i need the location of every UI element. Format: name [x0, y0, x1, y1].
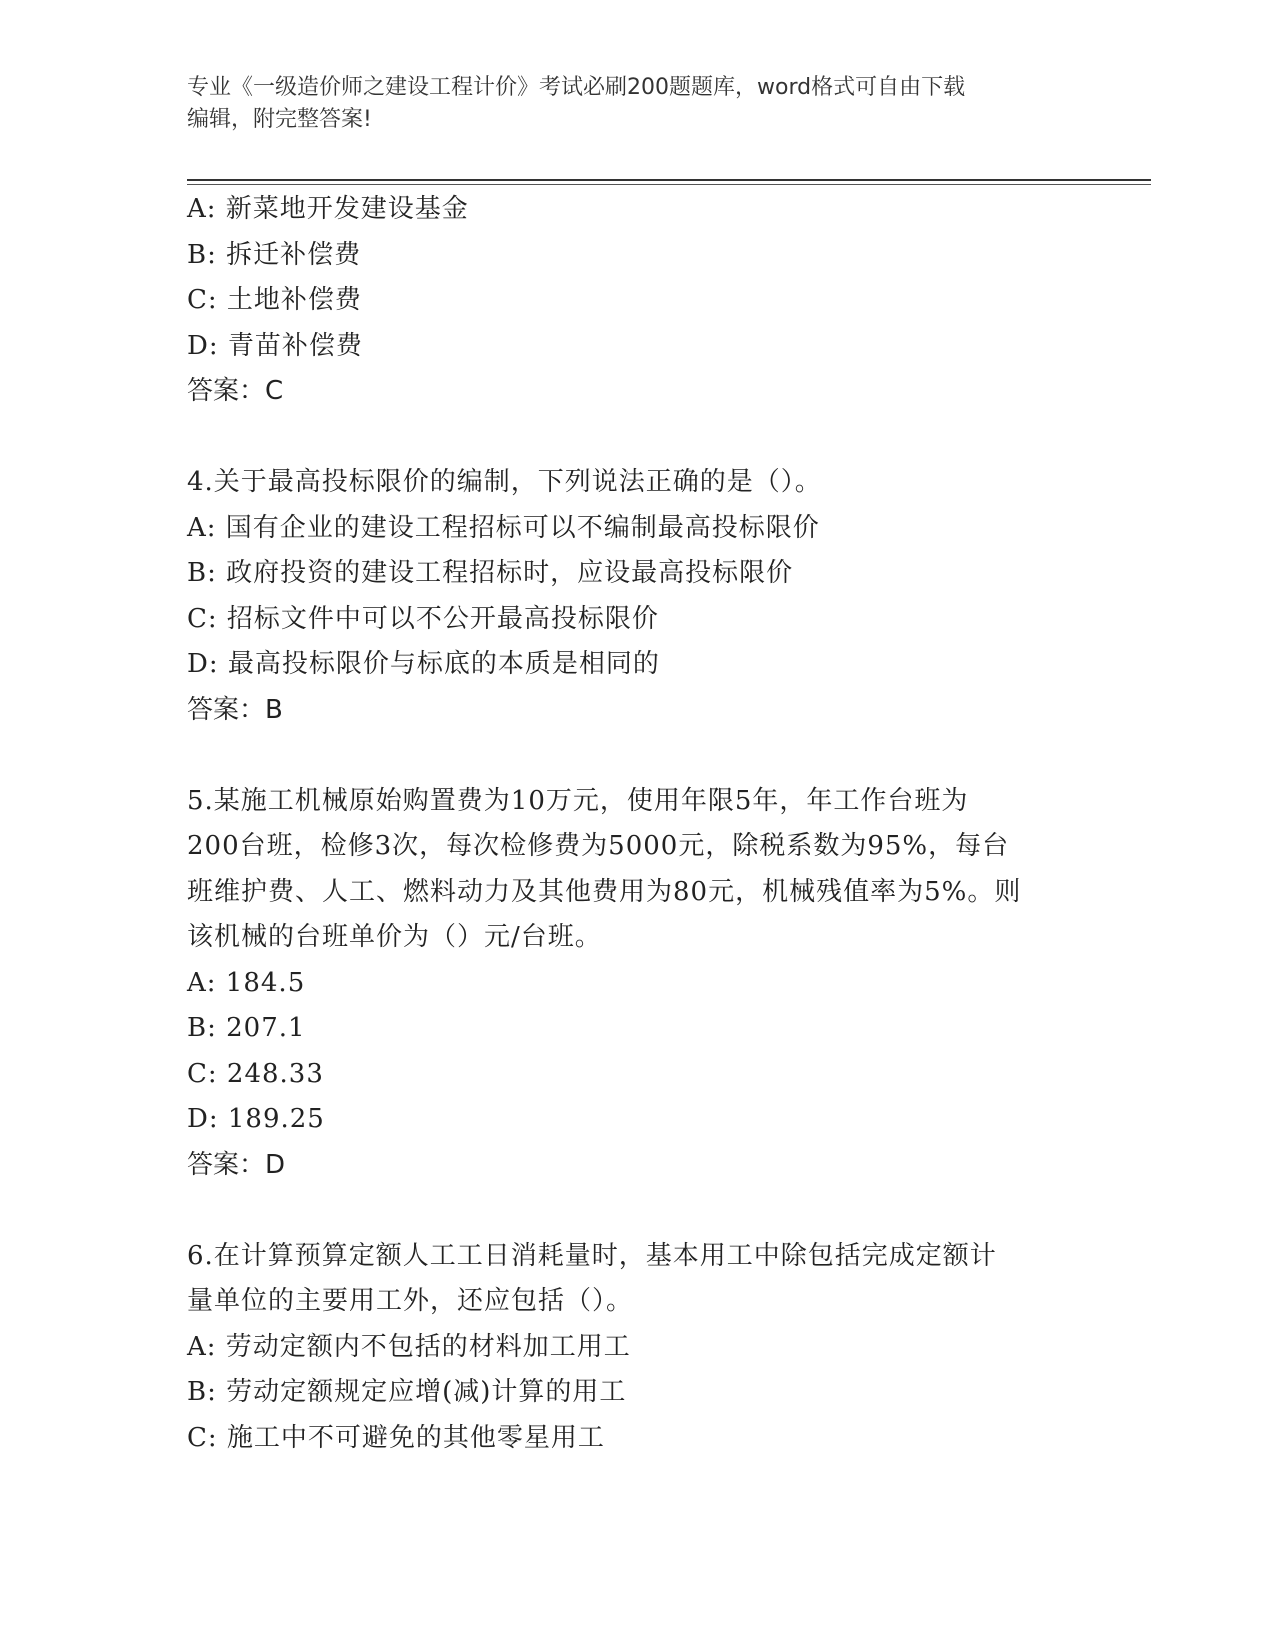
answer: 答案：B	[187, 694, 283, 725]
question-stem: 6.在计算预算定额人工工日消耗量时，基本用工中除包括完成定额计	[187, 1240, 997, 1271]
question-5	[187, 779, 1087, 1189]
header-rule-thick	[187, 179, 1151, 181]
option-a: A: 184.5	[187, 967, 306, 998]
option-d: D: 青苗补偿费	[187, 330, 363, 361]
option-b: B: 207.1	[187, 1013, 306, 1043]
option-d: D: 189.25	[187, 1104, 325, 1134]
option-a: A: 劳动定额内不包括的材料加工用工	[187, 1331, 631, 1362]
header-line-1: 专业《一级造价师之建设工程计价》考试必刷200题题库，word格式可自由下载	[187, 75, 966, 100]
option-d: D: 最高投标限价与标底的本质是相同的	[187, 649, 660, 679]
option-c: C: 土地补偿费	[187, 285, 362, 315]
header-rule-thin	[187, 184, 1151, 185]
option-c: C: 施工中不可避免的其他零星用工	[187, 1422, 605, 1453]
document-header	[187, 72, 1087, 136]
spacer	[187, 415, 1087, 461]
question-stem: 班维护费、人工、燃料动力及其他费用为80元，机械残值率为5%。则	[187, 876, 1022, 907]
question-6	[187, 1234, 1087, 1462]
answer: 答案：D	[187, 1149, 286, 1180]
option-c: C: 248.33	[187, 1058, 324, 1089]
question-stem: 4.关于最高投标限价的编制，下列说法正确的是（）。	[187, 467, 822, 497]
question-4	[187, 460, 1087, 733]
question-stem: 200台班，检修3次，每次检修费为5000元，除税系数为95%，每台	[187, 831, 1010, 861]
spacer	[187, 733, 1087, 779]
answer: 答案：C	[187, 376, 284, 406]
question-stem: 量单位的主要用工外，还应包括（）。	[187, 1286, 634, 1316]
option-b: B: 劳动定额规定应增(减)计算的用工	[187, 1377, 627, 1407]
header-line-2: 编辑，附完整答案!	[187, 107, 372, 132]
question-stem: 该机械的台班单价为（）元/台班。	[187, 922, 602, 952]
question-3	[187, 187, 1087, 415]
option-b: B: 政府投资的建设工程招标时，应设最高投标限价	[187, 558, 794, 588]
option-b: B: 拆迁补偿费	[187, 239, 362, 270]
spacer	[187, 1188, 1087, 1234]
option-c: C: 招标文件中可以不公开最高投标限价	[187, 603, 659, 634]
question-list	[187, 187, 1087, 1461]
option-a: A: 国有企业的建设工程招标可以不编制最高投标限价	[187, 512, 820, 543]
option-a: A: 新菜地开发建设基金	[187, 194, 469, 224]
question-stem: 5.某施工机械原始购置费为10万元，使用年限5年，年工作台班为	[187, 785, 969, 816]
